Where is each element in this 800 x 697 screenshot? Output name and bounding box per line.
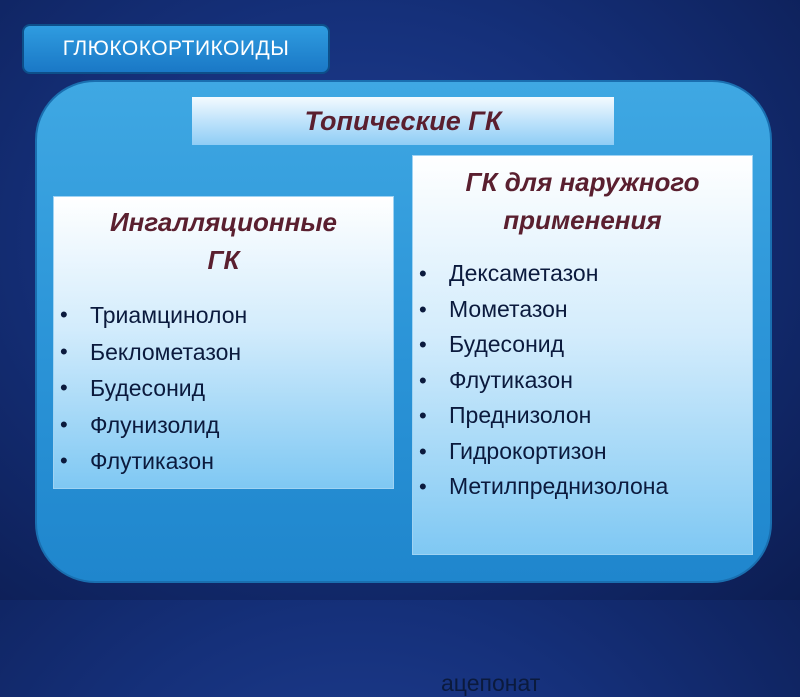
- list-item-label: Дексаметазон: [449, 260, 599, 286]
- topical-gk-heading: [413, 156, 752, 239]
- list-item-label: Преднизолон: [449, 402, 592, 428]
- bullet-icon: •: [60, 338, 68, 364]
- list-item: [413, 363, 752, 399]
- bullet-icon: •: [60, 411, 68, 437]
- inhaled-gk-list: [54, 297, 393, 480]
- bullet-icon: •: [419, 332, 427, 357]
- inhaled-gk-heading-line2: ГК: [207, 245, 240, 275]
- list-item: [54, 370, 393, 407]
- bullet-icon: •: [60, 448, 68, 473]
- list-item-label: Флунизолид: [90, 411, 220, 438]
- list-item-label: Будесонид: [90, 375, 206, 401]
- topic-heading: [192, 97, 614, 145]
- bullet-icon: •: [419, 438, 427, 464]
- list-item-label: Мометазон: [449, 295, 568, 322]
- list-item: [413, 434, 752, 470]
- list-item-label: Флутиказон: [449, 366, 573, 393]
- topical-gk-heading-line1: ГК для наружного: [465, 167, 700, 197]
- inhaled-gk-heading: [54, 197, 393, 279]
- bullet-icon: •: [419, 403, 427, 428]
- inhaled-gk-box: [53, 196, 394, 489]
- slide-title-text: ГЛЮКОКОРТИКОИДЫ: [62, 37, 290, 60]
- list-item-label: Триамцинолон: [90, 302, 248, 328]
- inhaled-gk-heading-line1: Ингалляционные: [109, 207, 337, 237]
- bullet-icon: •: [60, 302, 68, 327]
- list-item-label: Будесонид: [449, 331, 565, 357]
- list-item-label: Метилпреднизолона: [449, 473, 669, 499]
- list-item: [54, 334, 393, 371]
- list-item: [54, 297, 393, 334]
- topic-heading-text: Топические ГК: [304, 105, 502, 136]
- list-item: [413, 256, 752, 292]
- topical-gk-list: [413, 256, 752, 505]
- bullet-icon: •: [419, 474, 427, 499]
- list-item: [54, 443, 393, 480]
- list-item-continuation: ацепонат: [441, 670, 541, 696]
- list-item: [413, 469, 752, 505]
- slide-title: [22, 24, 330, 74]
- bullet-icon: •: [419, 367, 427, 393]
- bullet-icon: •: [60, 375, 68, 400]
- topical-gk-heading-line2: применения: [503, 205, 662, 235]
- list-item: [413, 292, 752, 328]
- list-item-label: Гидрокортизон: [449, 437, 607, 464]
- list-item: [413, 398, 752, 434]
- topical-gk-box: [412, 155, 753, 696]
- list-item: [54, 407, 393, 444]
- bullet-icon: •: [419, 261, 427, 286]
- bullet-icon: •: [419, 296, 427, 322]
- list-item-label: Флутиказон: [90, 448, 214, 474]
- list-item-label: Беклометазон: [90, 338, 242, 365]
- list-item: [413, 327, 752, 363]
